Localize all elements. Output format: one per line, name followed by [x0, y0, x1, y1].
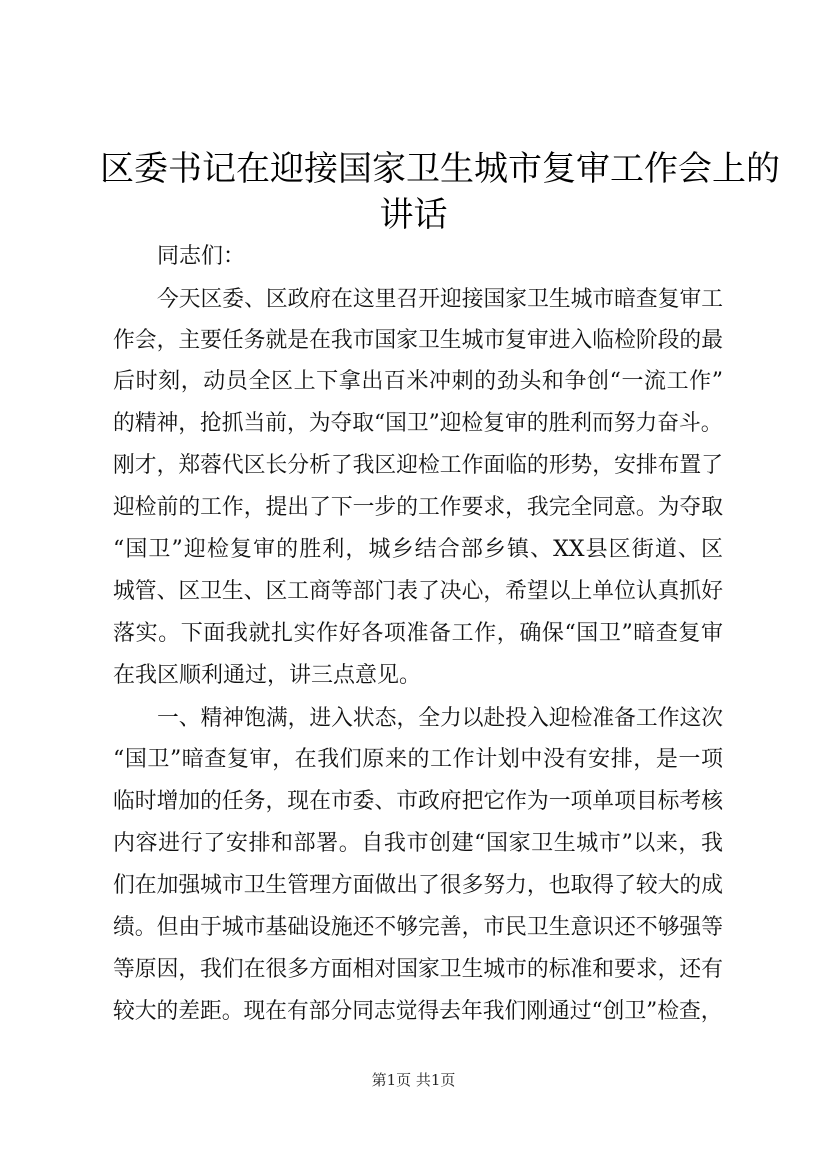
paragraph-2-line-6: 绩。但由于城市基础设施还不够完善，市民卫生意识还不够强等 — [113, 915, 724, 940]
document-title-line-1: 区委书记在迎接国家卫生城市复审工作会上的 — [100, 149, 780, 189]
paragraph-2-line-3: 临时增加的任务，现在市委、市政府把它作为一项单项目标考核 — [113, 789, 724, 814]
paragraph-1-line-5: 刚才，郑蓉代区长分析了我区迎检工作面临的形势，安排布置了 — [113, 453, 724, 478]
paragraph-1-line-10: 在我区顺利通过，讲三点意见。 — [113, 663, 422, 688]
paragraph-2-line-8: 较大的差距。现在有部分同志觉得去年我们刚通过“创卫”检查， — [113, 999, 723, 1024]
paragraph-1-line-1: 今天区委、区政府在这里召开迎接国家卫生城市暗查复审工 — [157, 287, 724, 312]
document-title-line-2: 讲话 — [379, 195, 448, 235]
paragraph-1-line-3: 后时刻，动员全区上下拿出百米冲刺的劲头和争创“一流工作” — [113, 369, 723, 394]
salutation: 同志们： — [157, 244, 246, 269]
paragraph-2-line-7: 等原因，我们在很多方面相对国家卫生城市的标准和要求，还有 — [113, 957, 724, 982]
paragraph-1-line-2: 作会，主要任务就是在我市国家卫生城市复审进入临检阶段的最 — [113, 328, 724, 353]
paragraph-2-line-5: 们在加强城市卫生管理方面做出了很多努力，也取得了较大的成 — [113, 873, 724, 898]
paragraph-2-line-1: 一、精神饱满，进入状态，全力以赴投入迎检准备工作这次 — [157, 706, 724, 731]
paragraph-2-line-2: “国卫”暗查复审，在我们原来的工作计划中没有安排，是一项 — [113, 747, 723, 772]
paragraph-2-line-4: 内容进行了安排和部署。自我市创建“国家卫生城市”以来，我 — [113, 831, 723, 856]
paragraph-1-line-8: 城管、区卫生、区工商等部门表了决心，希望以上单位认真抓好 — [113, 579, 724, 604]
paragraph-1-line-9: 落实。下面我就扎实作好各项准备工作，确保“国卫”暗查复审 — [113, 621, 723, 646]
paragraph-1-line-6: 迎检前的工作，提出了下一步的工作要求，我完全同意。为夺取 — [113, 495, 724, 520]
paragraph-1-line-7: “国卫”迎检复审的胜利，城乡结合部乡镇、XX县区街道、区 — [113, 537, 723, 562]
document-body — [113, 0, 723, 1100]
paragraph-1-line-4: 的精神，抢抓当前，为夺取“国卫”迎检复审的胜利而努力奋斗。 — [113, 411, 723, 436]
page-number-footer: 第1页 共1页 — [371, 1071, 456, 1089]
